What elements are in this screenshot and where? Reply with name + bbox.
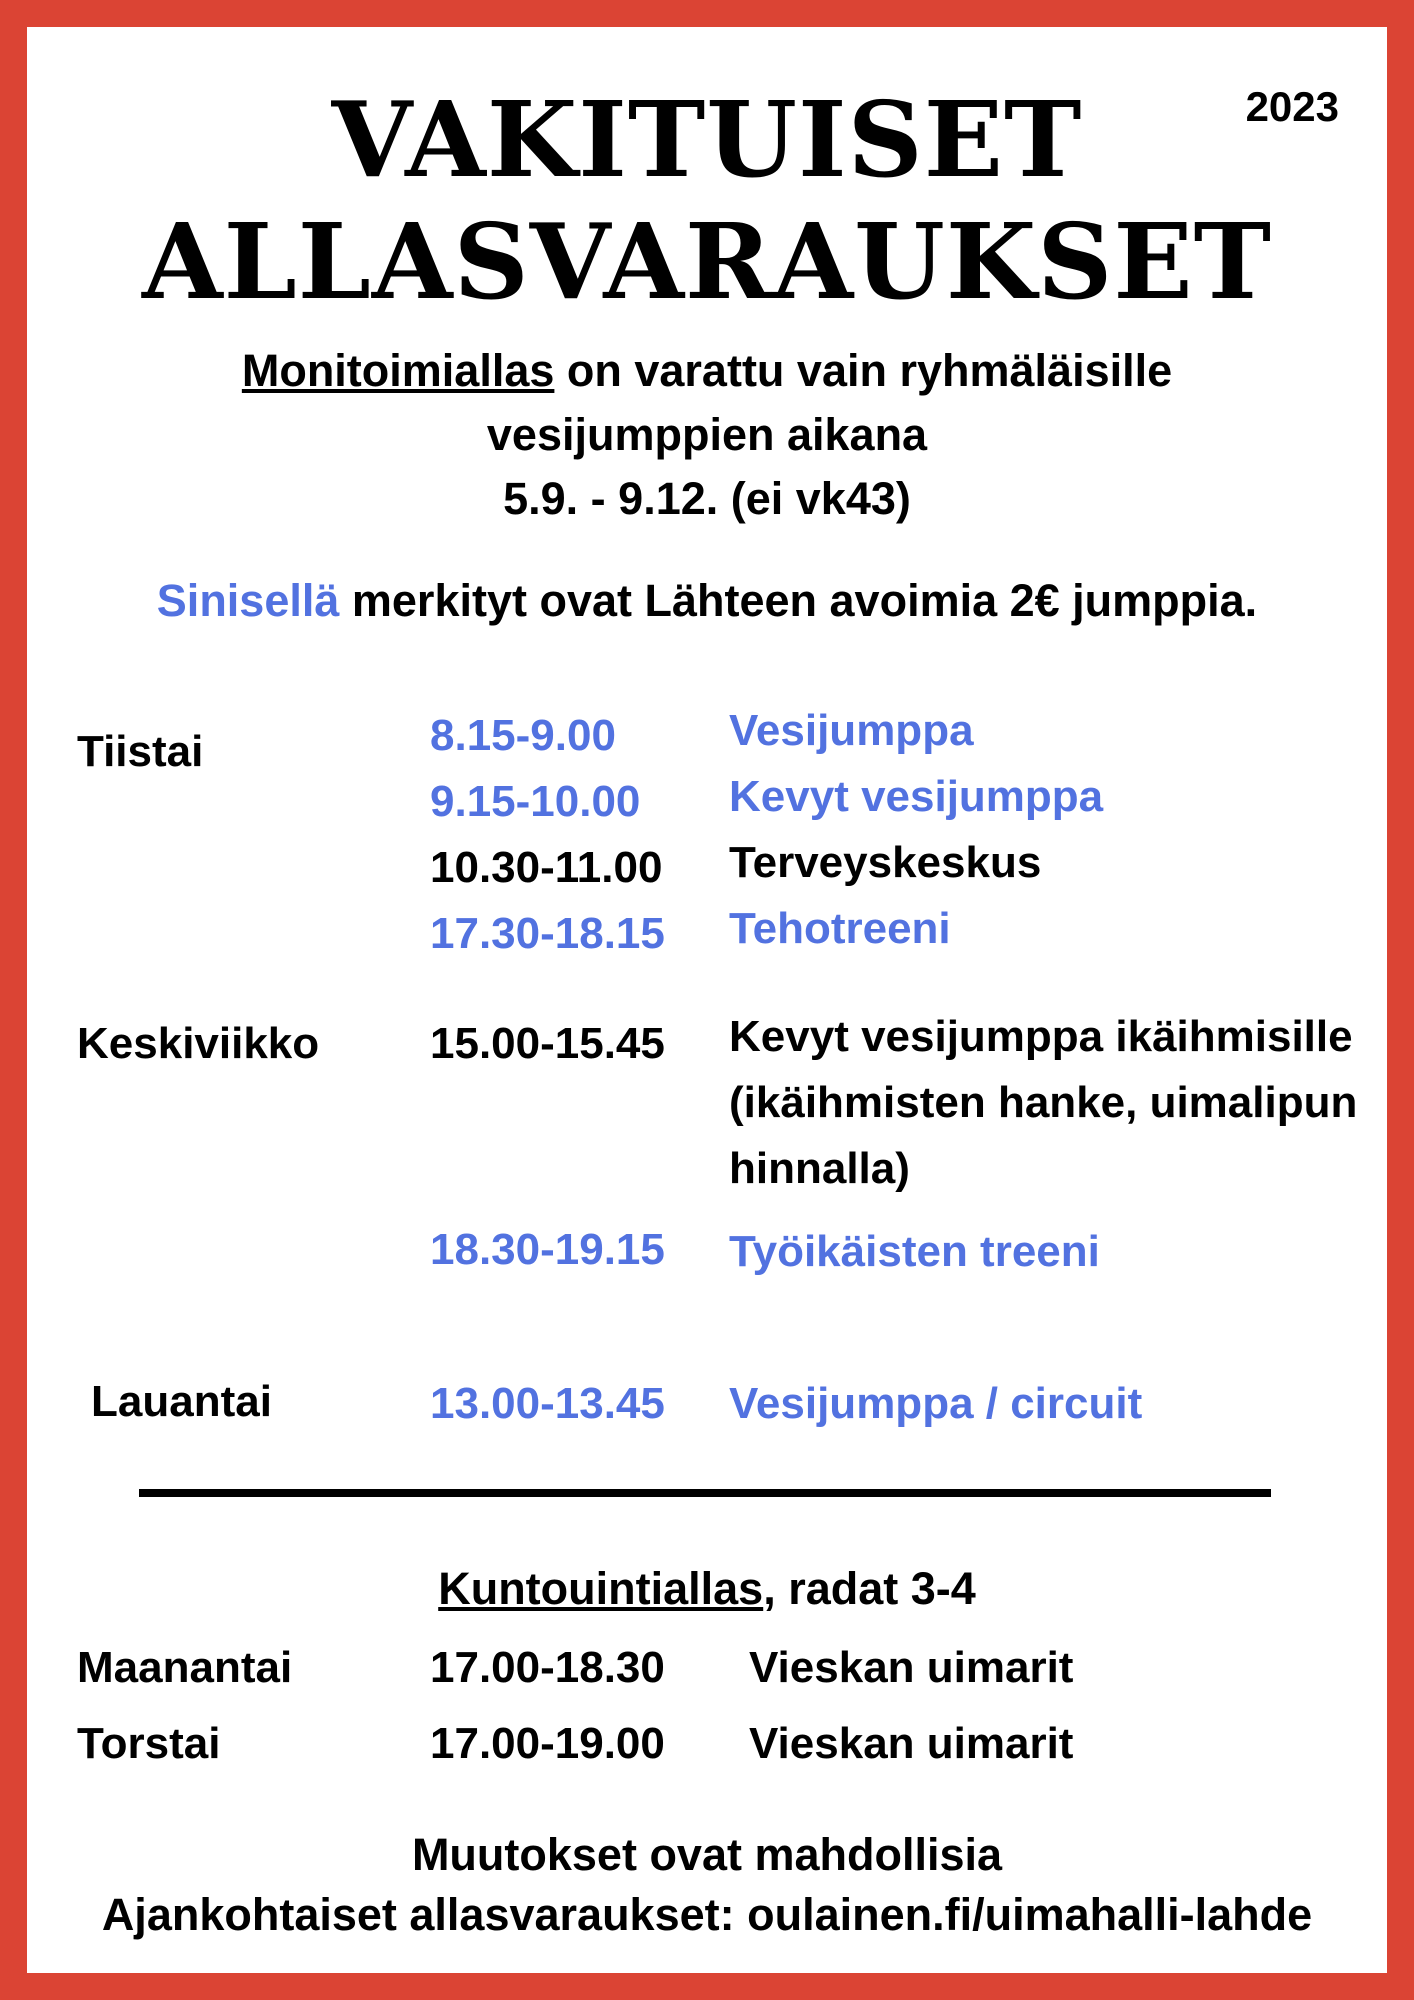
footer-changes-note: Muutokset ovat mahdollisia (411, 1829, 1003, 1880)
pool-name-monitoimiallas: Monitoimiallas (241, 345, 555, 396)
schedule-time: 9.15-10.00 (430, 777, 641, 826)
schedule-activity: Kevyt vesijumppa ikäihmisille (ikäihmisten hanke, uimalipun hinnalla) (729, 1012, 1358, 1193)
kunto-lanes: , radat 3-4 (763, 1563, 976, 1614)
day-keskiviikko: Keskiviikko (77, 1019, 320, 1068)
kunto-time: 17.00-18.30 (430, 1643, 665, 1692)
schedule-time: 10.30-11.00 (430, 843, 663, 892)
schedule-time: 8.15-9.00 (430, 711, 616, 760)
schedule-activity: Työikäisten treeni (729, 1227, 1100, 1276)
schedule-time: 17.30-18.15 (430, 909, 665, 958)
intro-line-2: vesijumppien aikana (486, 409, 928, 460)
day-tiistai: Tiistai (77, 727, 204, 776)
legend-note (27, 575, 1387, 627)
schedule-activity: Terveyskeskus (729, 838, 1042, 887)
day-lauantai: Lauantai (91, 1377, 272, 1426)
kunto-group: Vieskan uimarit (749, 1719, 1074, 1768)
schedule-activity: Kevyt vesijumppa (729, 772, 1104, 821)
legend-text: merkityt ovat Lähteen avoimia 2€ jumppia. (339, 575, 1258, 626)
kunto-heading (27, 1563, 1387, 1615)
schedule-time: 15.00-15.45 (430, 1019, 665, 1068)
intro-text: on varattu vain ryhmäläisille (554, 345, 1173, 396)
footer-info-link: Ajankohtaiset allasvaraukset: oulainen.fi/uimahalli-lahde (101, 1889, 1313, 1940)
schedule-activity: Tehotreeni (729, 904, 951, 953)
kunto-group: Vieskan uimarit (749, 1643, 1074, 1692)
day-maanantai: Maanantai (77, 1643, 293, 1692)
schedule-activity: Vesijumppa (729, 706, 974, 755)
schedule-time: 18.30-19.15 (430, 1225, 665, 1274)
title-line-1: VAKITUISET (331, 78, 1083, 201)
schedule-activity: Vesijumppa / circuit (729, 1379, 1143, 1428)
page-title (27, 79, 1387, 323)
kunto-time: 17.00-19.00 (430, 1719, 665, 1768)
year-label: 2023 (1245, 83, 1339, 130)
legend-blue-word: Sinisellä (156, 575, 340, 626)
schedule-time: 13.00-13.45 (430, 1379, 665, 1428)
divider (139, 1489, 1271, 1497)
intro-line-1 (27, 345, 1387, 397)
intro-date-range: 5.9. - 9.12. (ei vk43) (503, 473, 911, 524)
title-line-2: ALLASVARAUKSET (141, 200, 1273, 323)
day-torstai: Torstai (77, 1719, 221, 1768)
pool-name-kuntouintiallas: Kuntouintiallas (438, 1563, 764, 1614)
schedule-poster (27, 27, 1387, 1973)
